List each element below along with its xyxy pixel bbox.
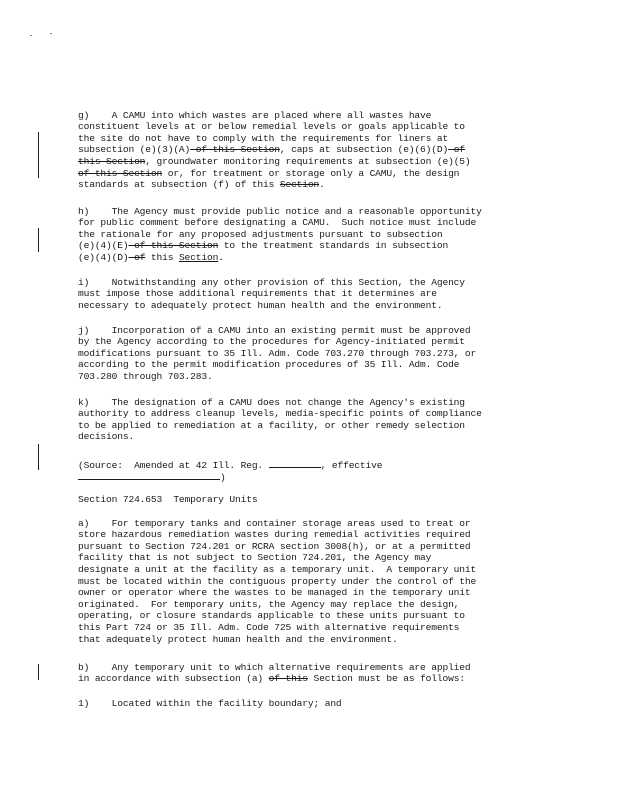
source-text: , effective [320, 459, 383, 471]
para-i-line: i) Notwithstanding any other provision of this Section, the Agency [78, 276, 465, 288]
para-b-line: b) Any temporary unit to which alternative requirements are applied [78, 661, 471, 673]
source-note [78, 447, 548, 484]
paragraph-i [78, 265, 548, 311]
paragraph-h [78, 194, 548, 264]
para-h-line: for public comment before designating a CAMU. Such notice must include [78, 217, 477, 229]
para-a-line: owner or operator where the wastes to be managed in the temporary unit [78, 587, 471, 599]
para-a-line: facility that is not subject to Section 724.201, the Agency may [78, 552, 432, 564]
para-h-text: this [145, 251, 179, 263]
paragraph-j [78, 313, 548, 383]
paragraph-a [78, 506, 548, 645]
paragraph-1 [78, 686, 548, 709]
para-g-line: the site do not have to comply with the requirements for liners at [78, 132, 449, 144]
para-g-text: subsection (e)(3)(A) [78, 144, 191, 156]
paragraph-k [78, 385, 548, 443]
para-a-line: pursuant to Section 724.201 or RCRA section 3008(h), or at a permitted [78, 540, 471, 552]
para-a-line: this Part 724 or 35 Ill. Adm. Code 725 with alternative requirements [78, 621, 460, 633]
para-g-line: constituent levels at or below remedial levels or goals applicable to [78, 121, 465, 133]
para-i-line: necessary to adequately protect human health and the environment. [78, 299, 443, 311]
section-title: Section 724.653 Temporary Units [78, 493, 258, 505]
para-b-text: in accordance with subsection (a) [78, 673, 269, 685]
section-heading [78, 482, 548, 505]
para-a-line: store hazardous remediation wastes during remedial activities required [78, 529, 471, 541]
para-k-line: decisions. [78, 431, 135, 443]
para-g-text: , caps at subsection (e)(6)(D) [279, 144, 449, 156]
para-j-line: j) Incorporation of a CAMU into an existing permit must be approved [78, 324, 471, 336]
scan-speck [30, 35, 32, 36]
para-j-line: 703.280 through 703.283. [78, 370, 213, 382]
scan-speck [50, 33, 52, 34]
para-a-line: designate a unit at the facility as a temporary unit. A temporary unit [78, 563, 477, 575]
para-h-text: (e)(4)(D) [78, 251, 129, 263]
deleted-text: of [448, 144, 465, 156]
effective-date-blank [78, 471, 220, 480]
para-h-line: the rationale for any proposed adjustments pursuant to subsection [78, 228, 443, 240]
para-h-text: to the treatment standards in subsection [218, 240, 449, 252]
para-g-line: g) A CAMU into which wastes are placed where all wastes have [78, 109, 432, 121]
deleted-text: this Section [78, 155, 146, 167]
para-k-line: k) The designation of a CAMU does not change the Agency's existing [78, 396, 465, 408]
source-text: ) [220, 472, 226, 484]
deleted-text: Section [279, 179, 320, 191]
para-j-line: modifications pursuant to 35 Ill. Adm. Code 703.270 through 703.273, or [78, 347, 477, 359]
deleted-text: of this Section [128, 240, 219, 252]
para-a-line: a) For temporary tanks and container storage areas used to treat or [78, 517, 471, 529]
revision-bar [38, 444, 39, 470]
source-text: (Source: Amended at 42 Ill. Reg. [78, 459, 269, 471]
para-b-text: Section must be as follows: [307, 673, 465, 685]
deleted-text: of this Section [78, 167, 163, 179]
para-i-line: must impose those additional requirements that it determines are [78, 288, 437, 300]
inserted-text: Section [178, 251, 219, 263]
para-j-line: according to the permit modification procedures of 35 Ill. Adm. Code [78, 359, 460, 371]
para-g-text: or, for treatment or storage only a CAMU, the design [162, 167, 460, 179]
paragraph-g [78, 98, 548, 191]
para-g-text: standards at subsection (f) of this [78, 179, 280, 191]
deleted-text: of [128, 251, 146, 263]
para-a-line: that adequately protect human health and the environment. [78, 633, 398, 645]
para-a-line: must be located within the contiguous property under the control of the [78, 575, 477, 587]
paragraph-b [78, 650, 548, 685]
para-a-line: operating, or closure standards applicable to these units pursuant to [78, 610, 465, 622]
para-k-line: to be applied to remediation at a facility, or other remedy selection [78, 419, 465, 431]
para-h-line: h) The Agency must provide public notice and a reasonable opportunity [78, 205, 482, 217]
para-1-line: 1) Located within the facility boundary; and [78, 697, 342, 709]
revision-bar [38, 132, 39, 178]
para-h-text: (e)(4)(E) [78, 240, 129, 252]
deleted-text: of this [268, 673, 308, 685]
para-k-line: authority to address cleanup levels, media-specific points of compliance [78, 408, 482, 420]
deleted-text: of this Section [190, 144, 280, 156]
para-h-text: . [218, 251, 224, 263]
reg-volume-blank [269, 459, 321, 468]
revision-bar [38, 228, 39, 252]
para-g-text: , groundwater monitoring requirements at subsection (e)(5) [145, 155, 471, 167]
revision-bar [38, 664, 39, 680]
para-j-line: by the Agency according to the procedures for Agency-initiated permit [78, 336, 465, 348]
para-a-line: originated. For temporary units, the Agency may replace the design, [78, 598, 460, 610]
para-g-text: . [319, 179, 325, 191]
